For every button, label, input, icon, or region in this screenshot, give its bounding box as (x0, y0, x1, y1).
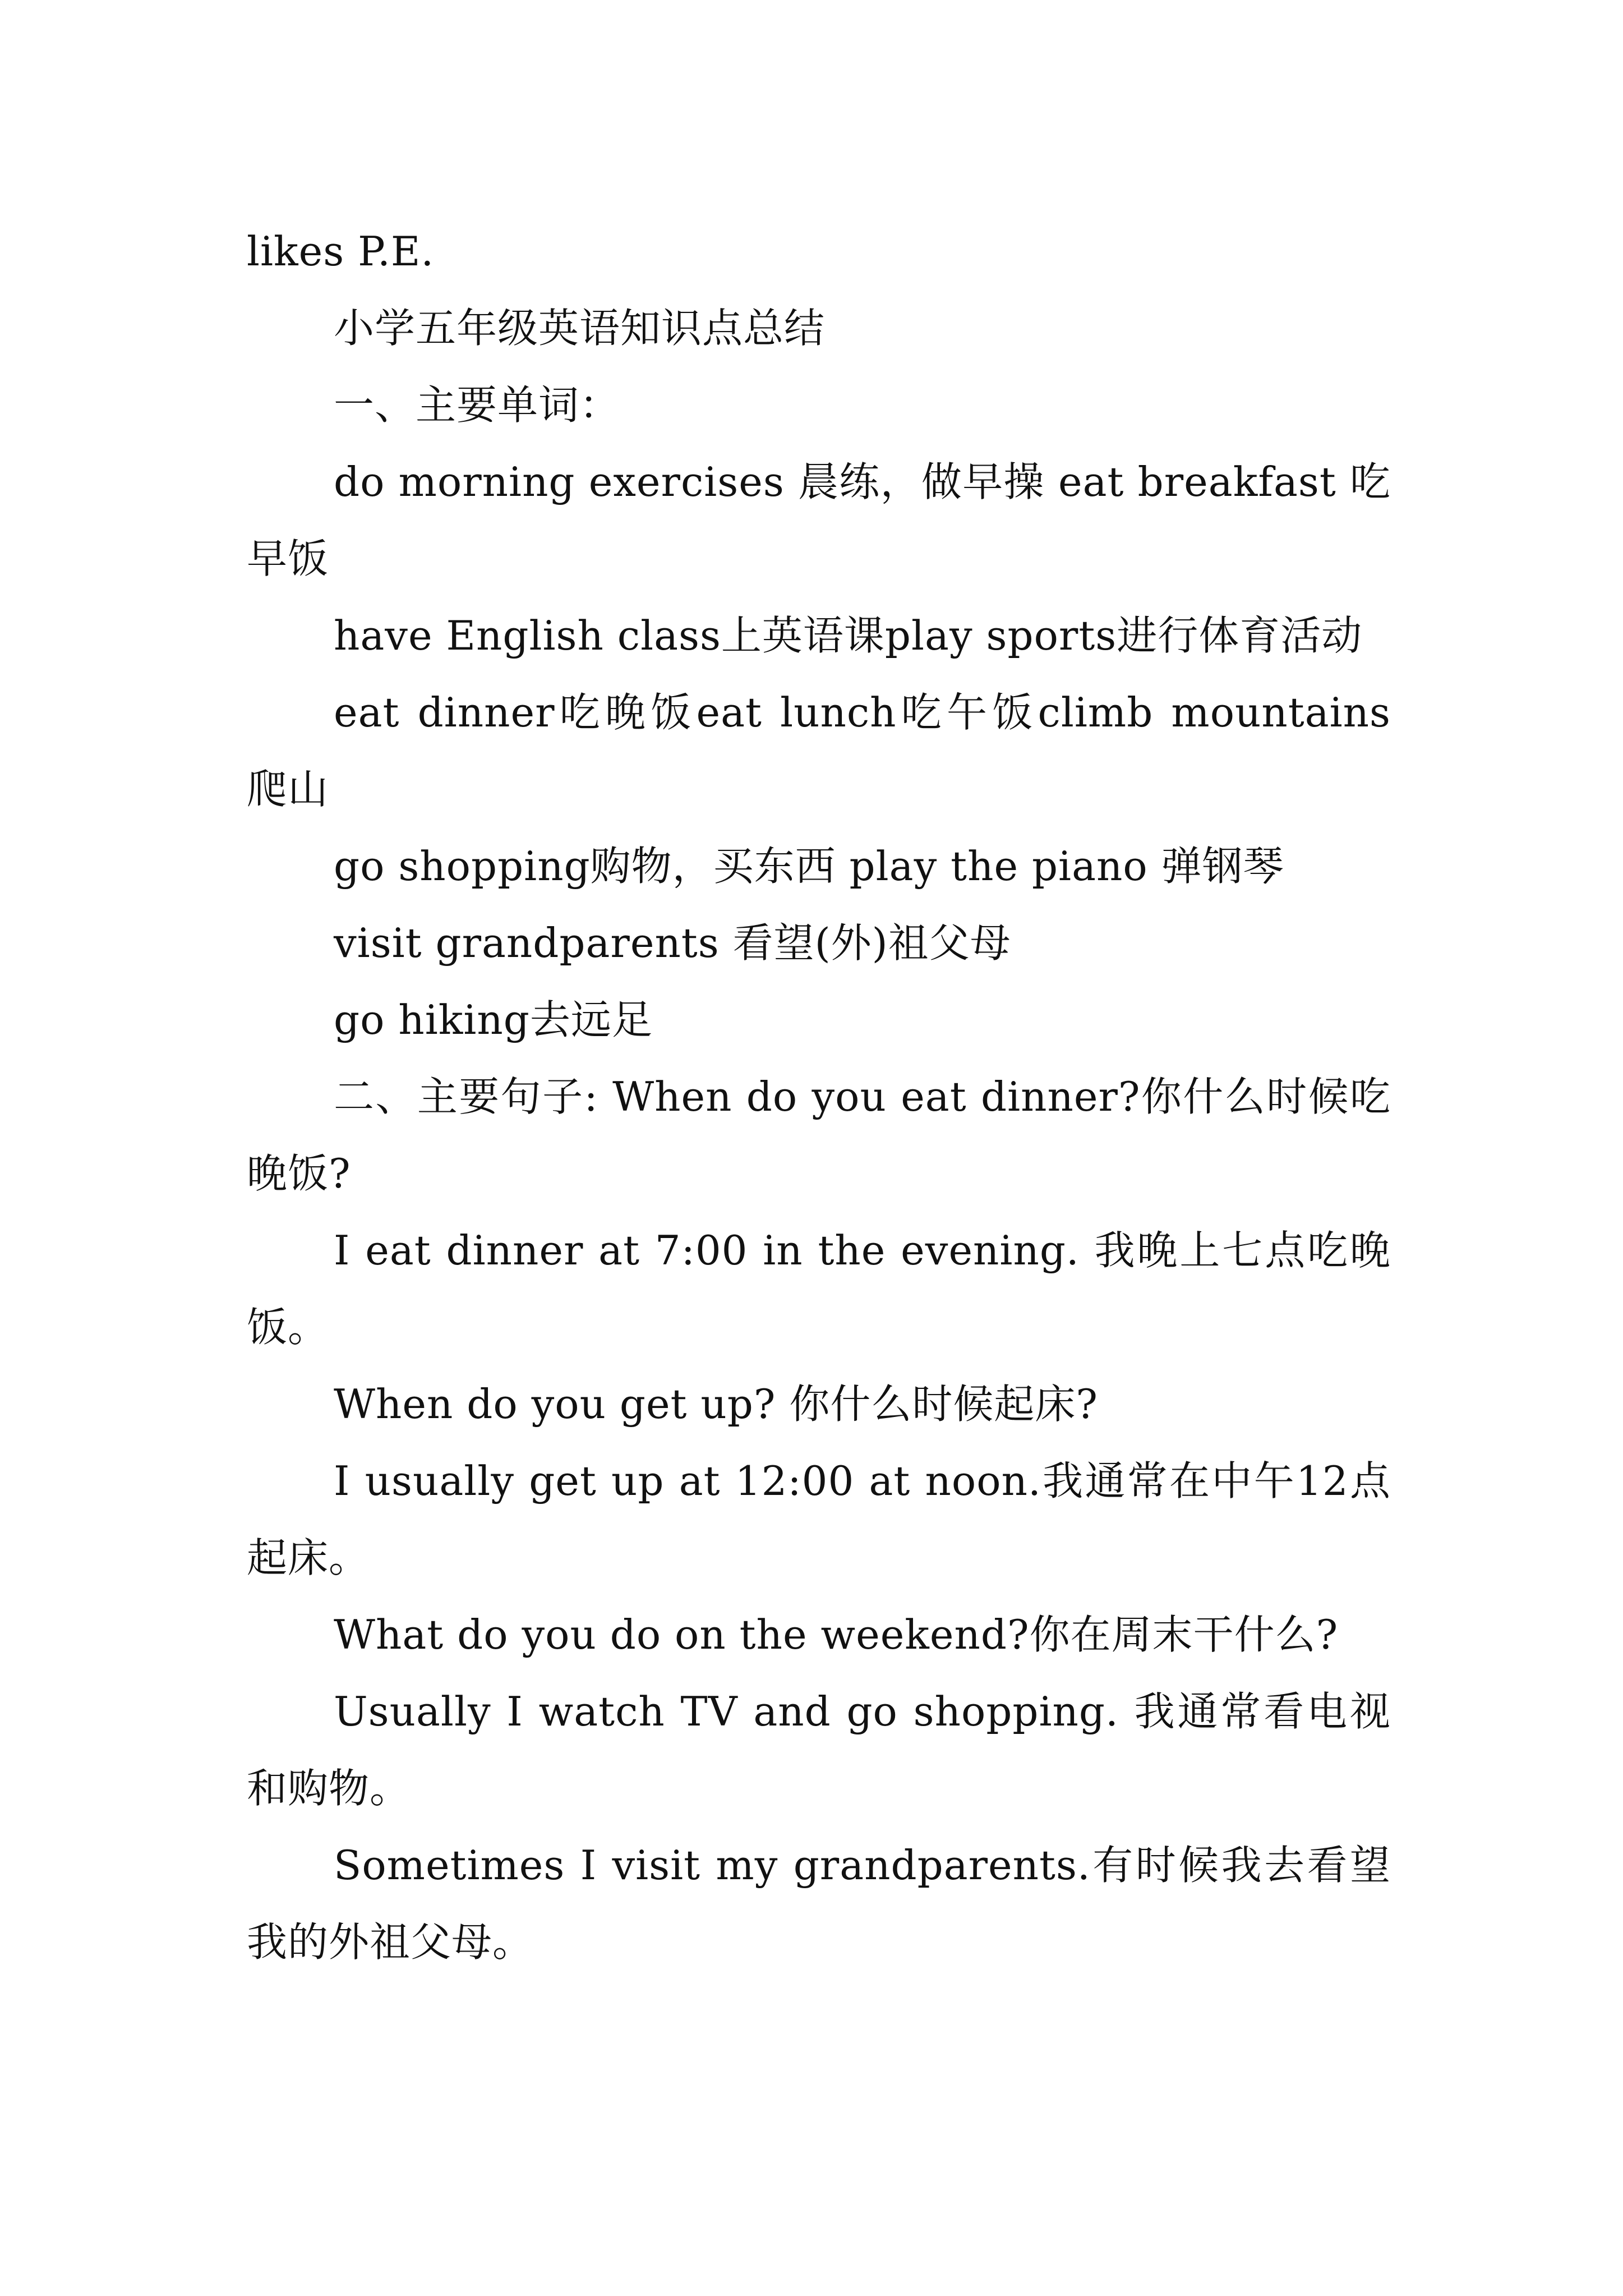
paragraph-1: likes P.E. (247, 228, 435, 275)
sentence-line-5: Usually I watch TV and go shopping. 我通常看电视和购物。 (247, 1688, 1391, 1812)
section-title: 小学五年级英语知识点总结 (334, 305, 826, 352)
sentence-line-6: Sometimes I visit my grandparents.有时候我去看望我的外祖父母。 (247, 1842, 1391, 1966)
vocab-line-2: have English class上英语课play sports进行体育活动 (334, 612, 1363, 659)
sentence-line-4: What do you do on the weekend?你在周末干什么? (334, 1611, 1339, 1658)
vocab-line-6: go hiking去远足 (334, 996, 653, 1043)
vocab-line-3: eat dinner吃晚饭eat lunch吃午饭climb mountains 爬山 (247, 689, 1391, 813)
vocab-line-4: go shopping购物，买东西 play the piano 弹钢琴 (334, 843, 1284, 890)
heading-main-sentences: 二、主要句子: When do you eat dinner?你什么时候吃晚饭? (247, 1073, 1391, 1197)
vocab-line-5: visit grandparents 看望(外)祖父母 (334, 919, 1011, 967)
heading-main-words: 一、主要单词： (334, 381, 621, 429)
document-body (247, 213, 1391, 1981)
sentence-line-3: I usually get up at 12:00 at noon.我通常在中午12点起床。 (247, 1457, 1391, 1581)
vocab-line-1: do morning exercises 晨练，做早操 eat breakfast 吃早饭 (247, 458, 1391, 582)
sentence-line-2: When do you get up? 你什么时候起床? (334, 1381, 1098, 1428)
sentence-line-1: I eat dinner at 7:00 in the evening. 我晚上七点吃晚饭。 (247, 1227, 1391, 1351)
